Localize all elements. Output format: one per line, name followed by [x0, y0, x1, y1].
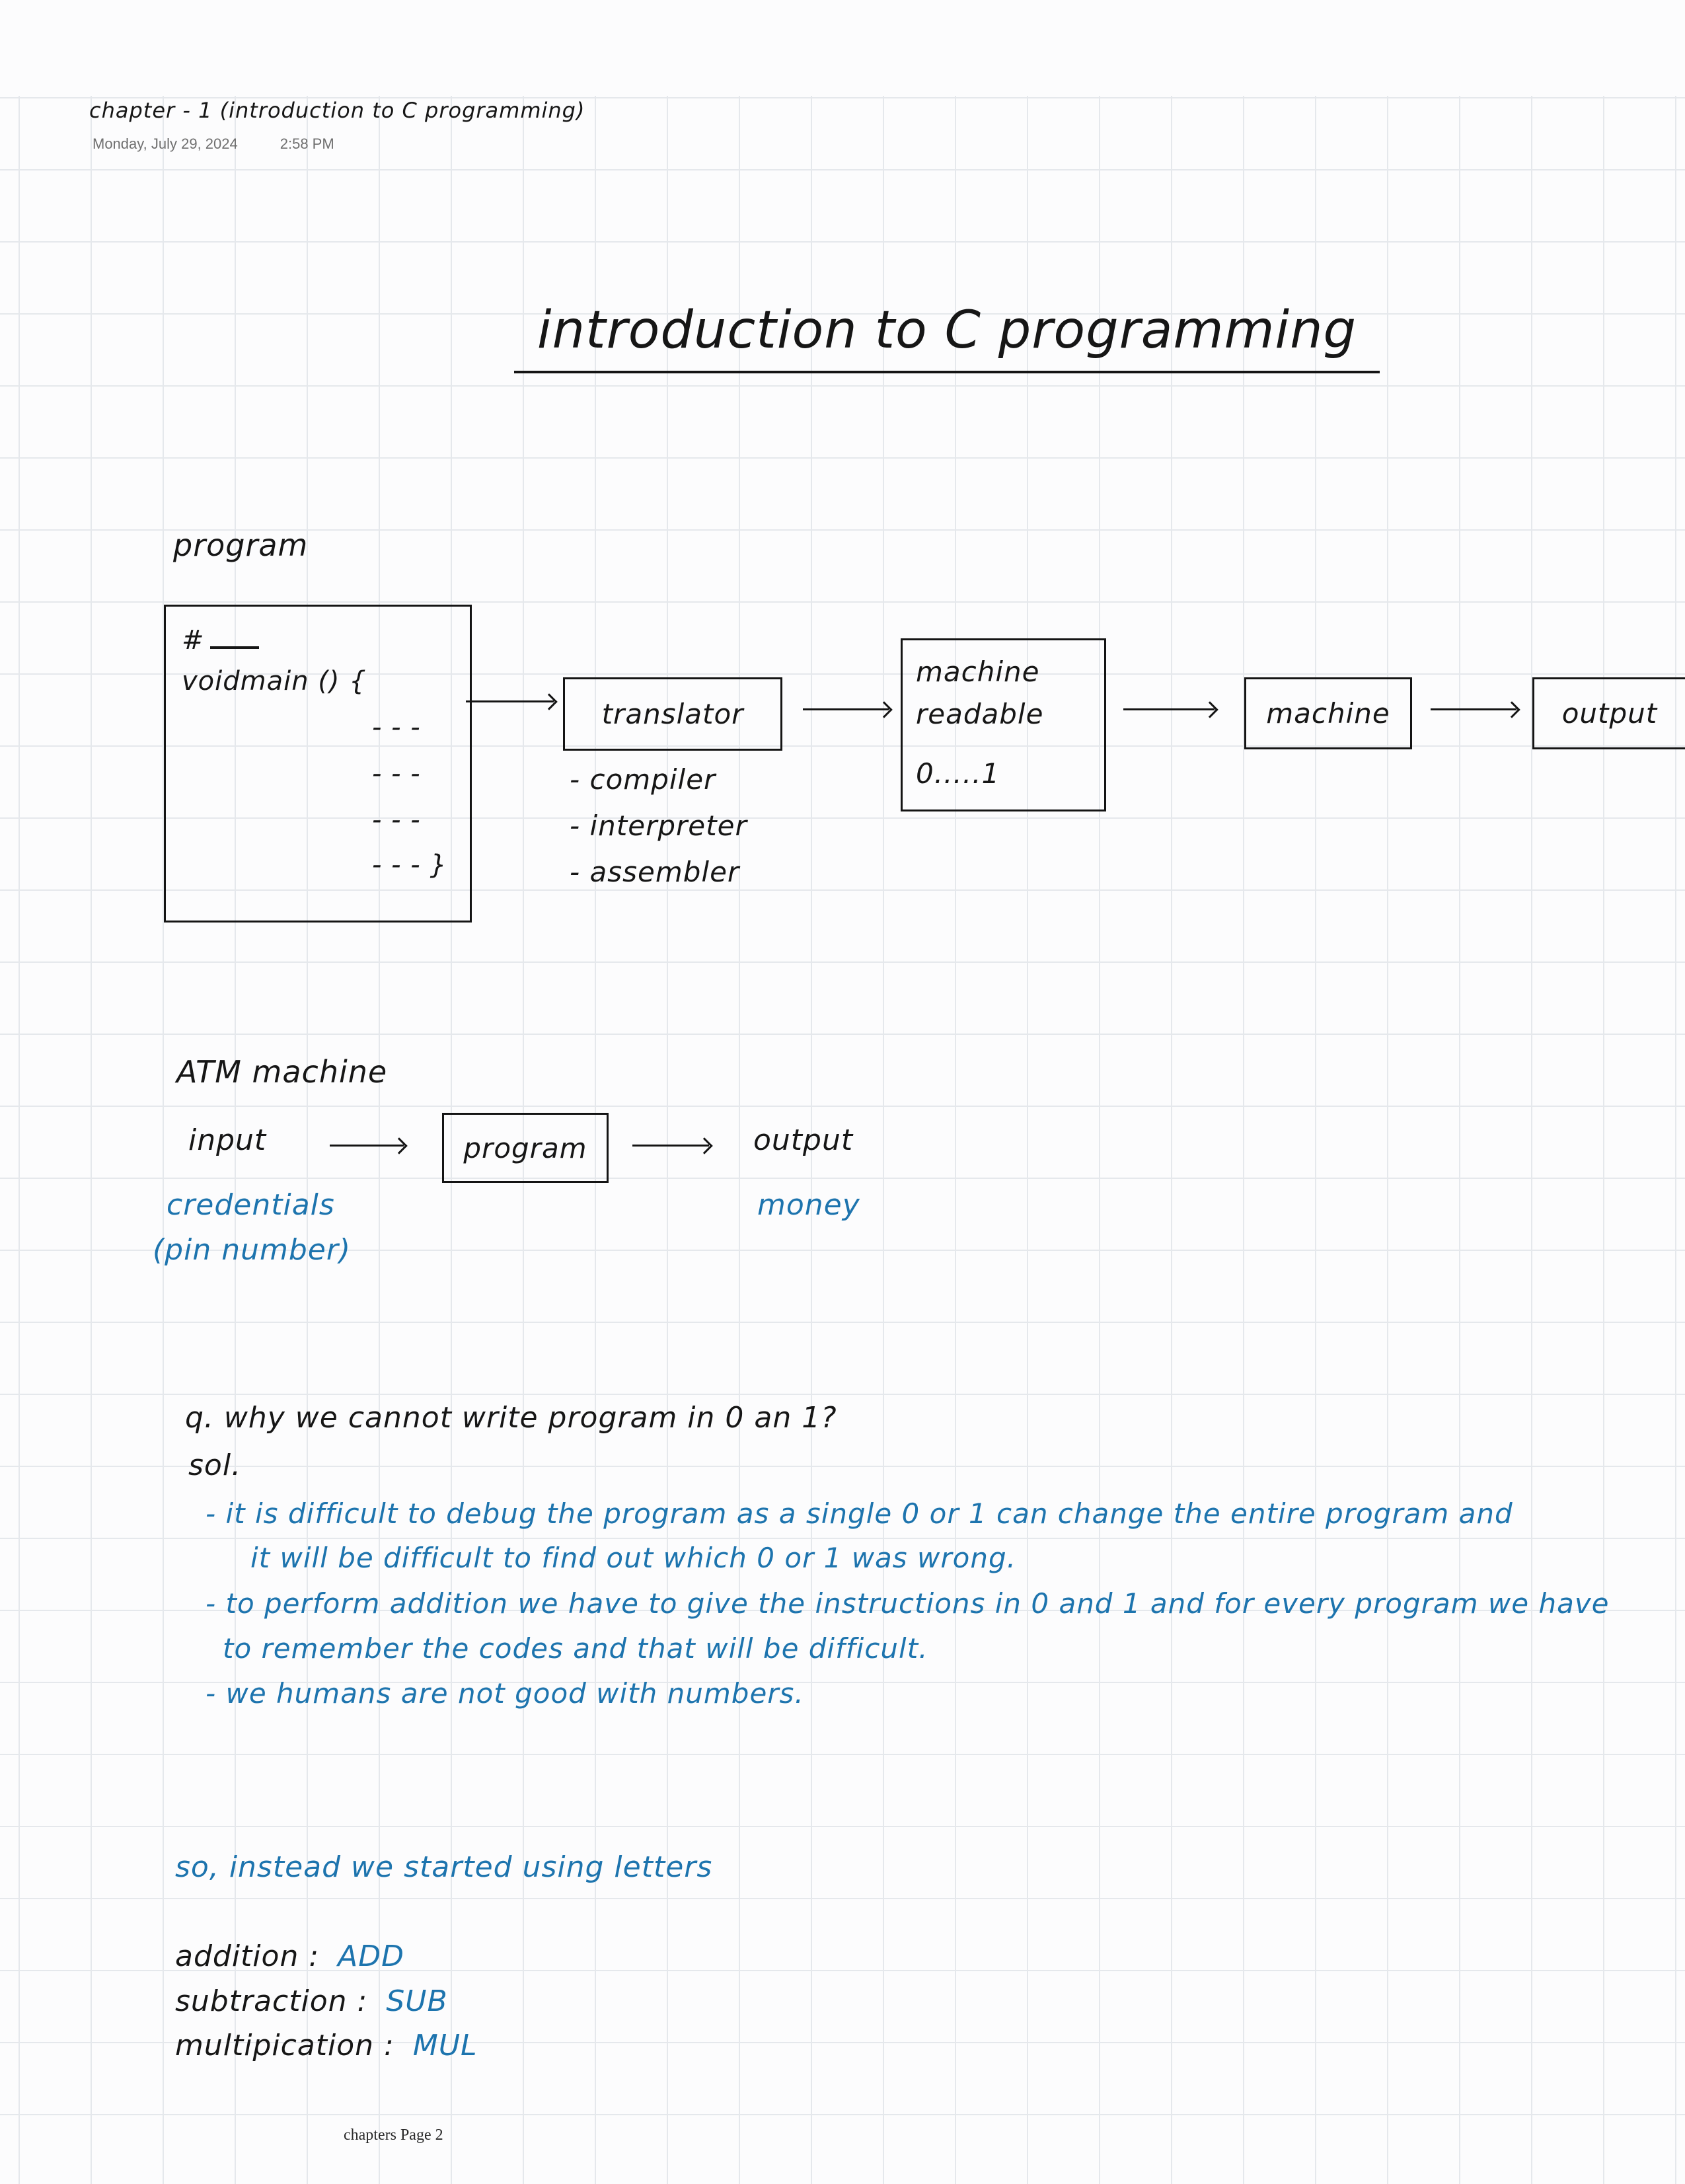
- code-dash-4: - - - }: [372, 850, 447, 880]
- qa-question: q. why we cannot write program in 0 an 1?: [185, 1401, 837, 1435]
- machine-box: [1244, 677, 1412, 749]
- qa-bullet-1-cont: it will be difficult to find out which 0 or 1 was wrong.: [250, 1542, 1016, 1574]
- code-dash-2: - - -: [372, 759, 421, 789]
- program-code-box: [164, 605, 472, 923]
- letters-row-multipication: [175, 2029, 478, 2062]
- arrow-machine-to-output: [1431, 708, 1516, 710]
- atm-money-note: money: [757, 1188, 860, 1222]
- translator-box-label: translator: [601, 698, 744, 730]
- machine-readable-line1: machine: [916, 656, 1040, 688]
- qa-bullet-2: - to perform addition we have to give the instructions in 0 and 1 and for every program we have: [206, 1587, 1610, 1620]
- letters-row-subtraction: [175, 1984, 448, 2018]
- letters-addition-label: addition :: [175, 1939, 320, 1973]
- arrow-translator-to-machine-readable: [803, 708, 889, 710]
- program-label: program: [173, 527, 309, 563]
- main-title: introduction to C programming: [514, 301, 1380, 373]
- qa-bullet-2-cont: to remember the codes and that will be difficult.: [223, 1632, 928, 1665]
- atm-arrow-program-to-output: [632, 1145, 709, 1147]
- letters-multipication-value: MUL: [412, 2029, 478, 2062]
- machine-readable-line2: readable: [916, 698, 1044, 730]
- letters-row-addition: [175, 1939, 404, 1973]
- output-box: [1532, 677, 1685, 749]
- letters-subtraction-label: subtraction :: [175, 1984, 368, 2018]
- page-top-margin: [0, 0, 1685, 96]
- machine-readable-line3: 0.....1: [916, 757, 1000, 790]
- atm-program-box-label: program: [463, 1131, 587, 1164]
- page-date: Monday, July 29, 2024: [93, 135, 238, 152]
- hash-glyph: #: [182, 625, 205, 656]
- letters-multipication-label: multipication :: [175, 2029, 394, 2062]
- page-time: 2:58 PM: [280, 135, 334, 152]
- atm-output-label: output: [753, 1123, 854, 1157]
- code-line-hash: [182, 625, 259, 656]
- arrow-program-to-translator: [466, 700, 554, 702]
- machine-readable-box: [901, 638, 1106, 811]
- letters-intro: so, instead we started using letters: [175, 1850, 713, 1884]
- hash-blank-line: [210, 646, 259, 649]
- translator-item-interpreter: - interpreter: [570, 810, 747, 842]
- code-dash-1: - - -: [372, 712, 421, 743]
- letters-addition-value: ADD: [338, 1939, 405, 1973]
- output-box-label: output: [1561, 697, 1658, 730]
- atm-program-box: [442, 1113, 609, 1183]
- page-title: chapter - 1 (introduction to C programming): [89, 98, 585, 123]
- page-footer: chapters Page 2: [344, 2127, 443, 2144]
- atm-pin-number-note: (pin number): [153, 1233, 352, 1267]
- letters-subtraction-value: SUB: [386, 1984, 448, 2018]
- translator-item-compiler: - compiler: [570, 763, 716, 796]
- atm-arrow-input-to-program: [330, 1145, 404, 1147]
- translator-box: [563, 677, 782, 751]
- machine-box-label: machine: [1266, 697, 1390, 730]
- qa-bullet-3: - we humans are not good with numbers.: [206, 1677, 804, 1710]
- qa-bullet-1: - it is difficult to debug the program as a single 0 or 1 can change the entire program and: [206, 1497, 1513, 1530]
- code-line-voidmain: voidmain () {: [182, 666, 367, 697]
- translator-item-assembler: - assembler: [570, 856, 740, 888]
- atm-input-label: input: [188, 1123, 267, 1157]
- qa-sol-label: sol.: [188, 1449, 242, 1482]
- atm-credentials-note: credentials: [167, 1188, 335, 1222]
- atm-label: ATM machine: [176, 1054, 388, 1090]
- page-date-line: [93, 135, 334, 153]
- code-dash-3: - - -: [372, 805, 421, 835]
- arrow-machine-readable-to-machine: [1123, 708, 1215, 710]
